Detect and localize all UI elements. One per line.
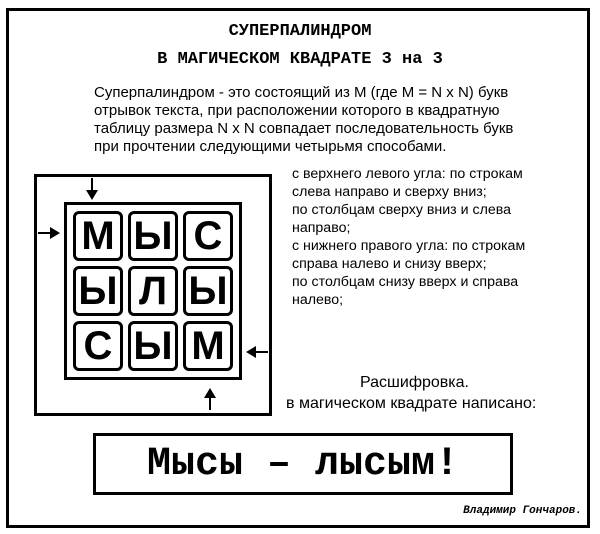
- arrow-down-icon: [86, 178, 98, 200]
- intro-line: отрывок текста, при расположении которого в квадратную: [94, 102, 500, 119]
- intro-line: при прочтении следующими четырьмя способами.: [94, 138, 447, 155]
- magic-square-grid: [64, 202, 242, 380]
- square-cell: С: [183, 211, 233, 261]
- square-cell: Ы: [183, 266, 233, 316]
- rule-line: с нижнего правого угла: по строкам: [292, 238, 526, 254]
- title-line-1: СУПЕРПАЛИНДРОМ: [228, 22, 372, 41]
- arrow-up-icon: [204, 388, 216, 410]
- reading-rules: [292, 165, 592, 309]
- author-signature: Владимир Гончаров.: [463, 505, 582, 517]
- answer-box: Мысы – лысым!: [93, 433, 513, 495]
- intro-line: Суперпалиндром - это состоящий из M (где M = N x N) букв: [94, 84, 509, 101]
- square-cell: М: [183, 321, 233, 371]
- rule-line: слева направо и сверху вниз;: [292, 184, 487, 200]
- intro-text: [94, 84, 584, 156]
- rule-line: с верхнего левого угла: по строкам: [292, 166, 523, 182]
- arrow-left-icon: [246, 346, 268, 358]
- arrow-right-icon: [38, 227, 60, 239]
- square-cell: Ы: [128, 321, 178, 371]
- square-cell: Ы: [128, 211, 178, 261]
- rule-line: налево;: [292, 292, 344, 308]
- intro-line: таблицу размера N x N совпадает последовательность букв: [94, 120, 514, 137]
- title-line-2: В МАГИЧЕСКОМ КВАДРАТЕ 3 на 3: [157, 50, 443, 69]
- square-cell: С: [73, 321, 123, 371]
- square-cell: Л: [128, 266, 178, 316]
- decode-heading: Расшифровка.: [360, 374, 469, 391]
- square-cell: М: [73, 211, 123, 261]
- rule-line: по столбцам снизу вверх и справа: [292, 274, 519, 290]
- rule-line: по столбцам сверху вниз и слева: [292, 202, 512, 218]
- rule-line: справа налево и снизу вверх;: [292, 256, 487, 272]
- rule-line: направо;: [292, 220, 351, 236]
- square-cell: Ы: [73, 266, 123, 316]
- decode-subheading: в магическом квадрате написано:: [286, 395, 537, 412]
